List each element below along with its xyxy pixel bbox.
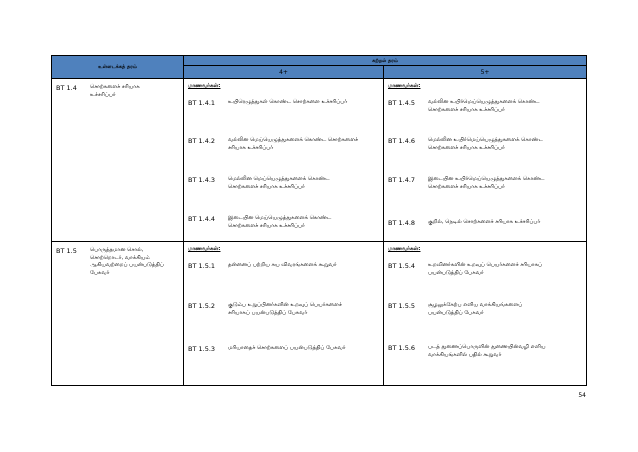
learning-standard-cell-5 [384,79,587,242]
learning-code: BT 1.5.3 [188,345,216,353]
level-5-label: 5+ [480,68,490,76]
learning-code: BT 1.4.4 [188,215,216,223]
learning-code: BT 1.4.1 [188,99,216,107]
level-4-header [184,66,384,79]
learning-text: இடையின மெய்யெழுத்துகளைக் கொண்ட சொற்களைச் சரியாக உச்சரிப்பர் [228,215,332,229]
standard-code: BT 1.4 [56,84,77,92]
learning-code: BT 1.5.6 [388,344,416,352]
learning-text: வல்லின மெய்யெழுத்துகளைக் கொண்ட சொற்களைச் சரியாக உச்சரிப்பர் [228,137,358,151]
learning-code: BT 1.4.7 [388,176,416,184]
content-standard-cell [52,242,184,386]
learning-text: மரியாதைச் சொற்களைப் பயன்படுத்திப் பேசுவர் [228,345,346,351]
learning-standard-header [184,56,587,66]
learning-text: இடையின உயிர்மெய்யெழுத்துகளைக் கொண்ட சொற்களைச் சரியாக உச்சரிப்பர் [428,176,545,190]
learning-code: BT 1.4.3 [188,176,216,184]
level-4-label: 4+ [279,68,288,76]
page-number: 54 [578,392,586,399]
pupil-label: மாணவர்கள்: [188,83,221,89]
learning-text: தன்னைப் பற்றிய சுய விவரங்களைக் கூறுவர் [228,262,337,268]
learning-text: உயிரெழுத்துகள் கொண்ட சொற்களை உச்சரிப்பர் [228,99,348,105]
curriculum-table [51,55,587,386]
standard-code: BT 1.5 [56,247,77,255]
learning-code: BT 1.5.1 [188,262,216,270]
pupil-label: மாணவர்கள்: [188,246,221,252]
learning-text: வல்லின உயிர்மெய்யெழுத்துகளைக் கொண்ட சொற்களைச் சரியாக உச்சரிப்பர் [428,99,540,113]
learning-text: சூழலுக்கேற்ப எளிய வாக்கியங்களைப் பயன்படுத்திப் பேசுவர் [428,302,523,316]
learning-standard-label: கற்றல் தரம் [372,57,398,64]
learning-code: BT 1.5.2 [188,302,216,310]
learning-code: BT 1.4.2 [188,137,216,145]
pupil-label: மாணவர்கள்: [388,246,421,252]
content-standard-label: உள்ளடக்கத் தரம் [98,64,137,70]
standard-text: சொற்களைச் சரியாக உச்சரிப்பர் [90,84,140,98]
pupil-label: மாணவர்கள்: [388,83,421,89]
learning-text: மெல்லின உயிர்மெய்யெழுத்துகளைக் கொண்ட சொற்களைச் சரியாக உச்சரிப்பர் [428,137,543,151]
learning-standard-cell-5 [384,242,587,386]
learning-standard-cell-4 [184,242,384,386]
learning-text: குறில், நெடில் சொற்களைச் சரியாக உச்சரிப்பர் [428,219,541,225]
learning-code: BT 1.4.5 [388,99,416,107]
learning-code: BT 1.5.5 [388,302,416,310]
learning-code: BT 1.4.8 [388,219,416,227]
learning-code: BT 1.4.6 [388,137,416,145]
content-standard-header [52,56,184,79]
learning-text: குடும்ப உறுப்பினர்களின் உறவுப் பெயர்களைச் சரியாகப் பயன்படுத்திப் பேசுவர் [228,302,342,316]
level-5-header [384,66,587,79]
standard-text: பொருத்தமான சொல், சொற்றொடர், வாக்கியம் ஆகியவற்றைப் பயன்படுத்திப் பேசுவர் [90,247,164,276]
learning-text: படத் துணைப்பொருளின் துணையின்வழி எளிய வாக்கியங்களில் பதில் கூறுவர் [428,344,546,358]
learning-text: மெல்லின மெய்யெழுத்துகளைக் கொண்ட சொற்களைச் சரியாக உச்சரிப்பர் [228,176,330,190]
learning-code: BT 1.5.4 [388,262,416,270]
learning-text: உறவினர்களின் உறவுப் பெயர்களைச் சரியாகப் பயன்படுத்திப் பேசுவர் [428,262,543,276]
learning-standard-cell-4 [184,79,384,242]
content-standard-cell [52,79,184,242]
